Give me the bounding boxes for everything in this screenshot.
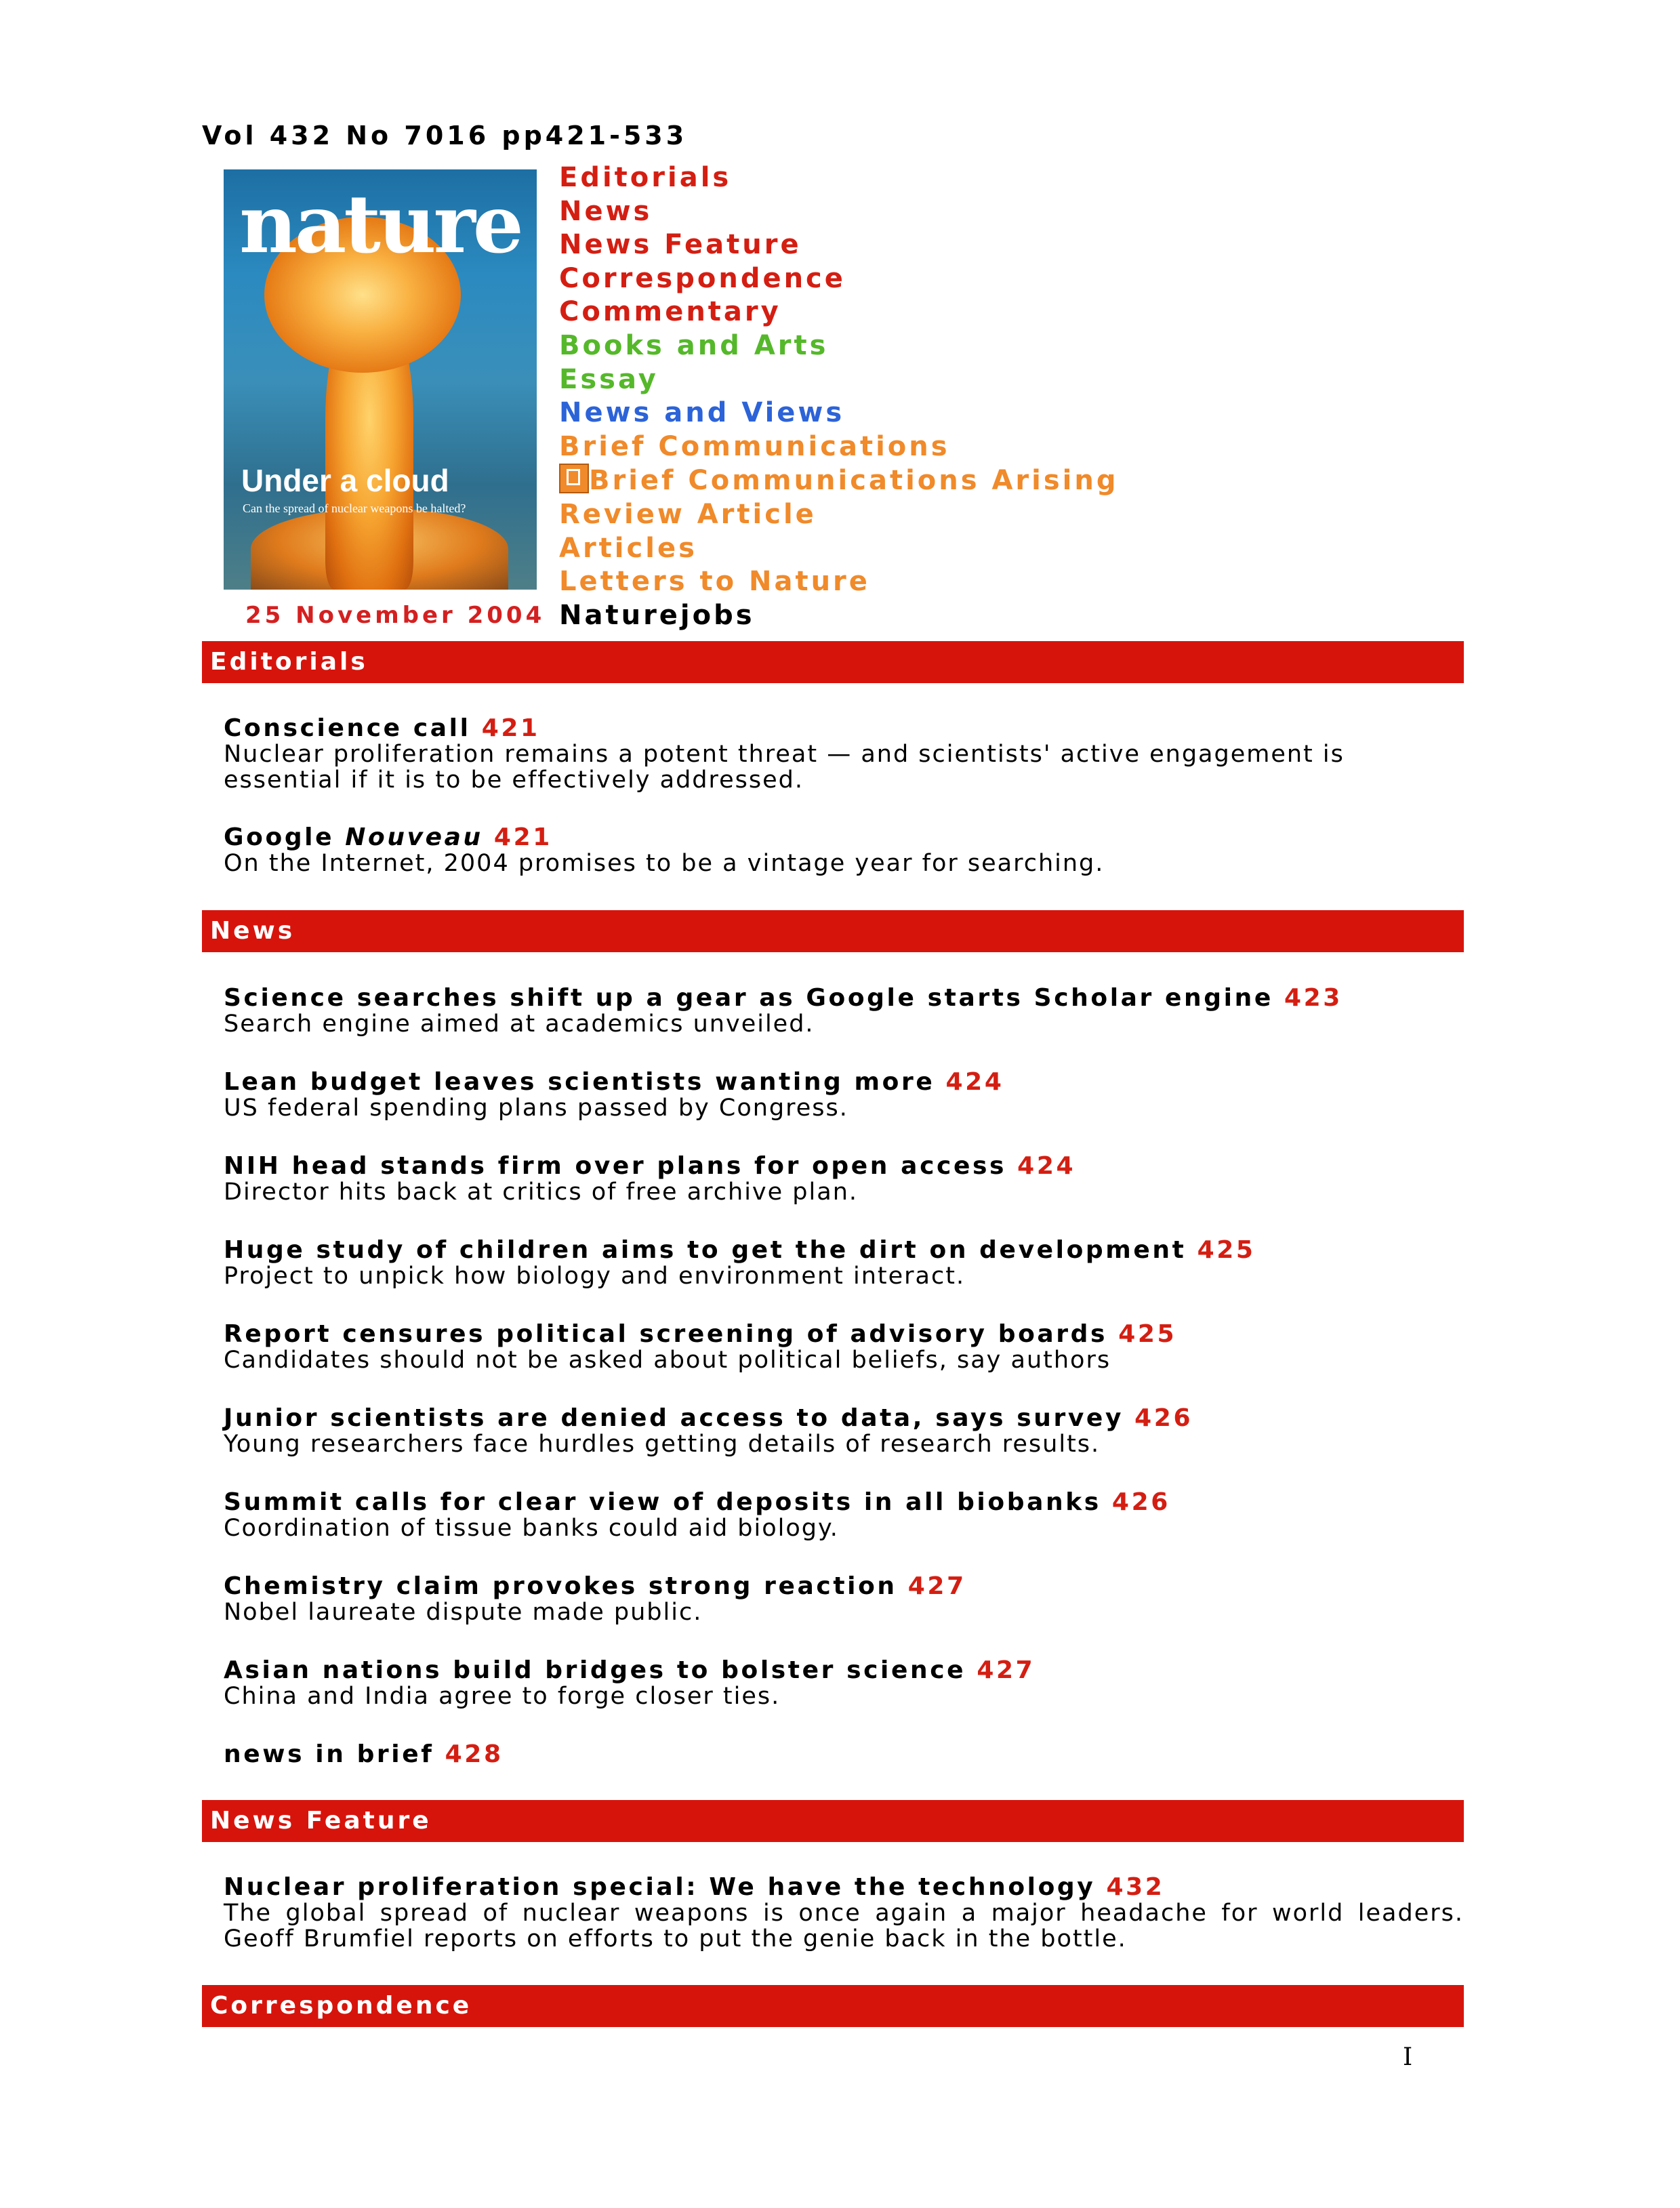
entry-description: Nobel laureate dispute made public. (224, 1599, 703, 1626)
section-header-correspondence: Correspondence (202, 1985, 1464, 2027)
toc-link-naturejobs[interactable]: Naturejobs (559, 599, 755, 631)
entry-description: China and India agree to forge closer ties. (224, 1683, 781, 1710)
list-item (224, 1574, 1464, 1625)
toc-link-review-article[interactable]: Review Article (559, 498, 817, 530)
toc-link-news-and-views[interactable]: News and Views (559, 397, 845, 429)
entry-title-text: Science searches shift up a gear as Google starts Scholar engine (224, 984, 1273, 1012)
entry-page-number: 424 (945, 1068, 1004, 1096)
entry-title[interactable] (224, 1069, 1464, 1095)
entry-title-text: Summit calls for clear view of deposits in all biobanks (224, 1488, 1101, 1516)
page-number: I (1403, 2043, 1413, 2071)
list-item (224, 1238, 1464, 1289)
list-item (224, 1742, 1464, 1767)
cover-subheadline: Can the spread of nuclear weapons be halted? (243, 502, 466, 515)
entry-page-number: 428 (445, 1740, 504, 1768)
entry-title-text: Chemistry claim provokes strong reaction (224, 1572, 897, 1600)
entry-description: US federal spending plans passed by Congress. (224, 1095, 848, 1122)
entry-title[interactable] (224, 1153, 1464, 1179)
toc-link-brief-communications-arising[interactable] (559, 464, 1119, 498)
list-item (224, 716, 1464, 793)
toc-link-editorials[interactable]: Editorials (559, 162, 732, 193)
toc-link-articles[interactable]: Articles (559, 532, 697, 564)
entry-description: Director hits back at critics of free archive plan. (224, 1179, 859, 1206)
entry-page-number: 432 (1106, 1873, 1165, 1901)
entry-page-number: 421 (481, 714, 540, 742)
entry-page-number: 427 (977, 1656, 1036, 1684)
entry-page-number: 426 (1111, 1488, 1170, 1516)
section-header-editorials: Editorials (202, 641, 1464, 683)
entry-title-text: Junior scientists are denied access to data, says survey (224, 1404, 1124, 1432)
entry-page-number: 427 (907, 1572, 966, 1600)
list-item (224, 1658, 1464, 1709)
entry-page-number: 424 (1017, 1152, 1076, 1180)
entry-page-number: 423 (1284, 984, 1343, 1012)
entry-description: Nuclear proliferation remains a potent threat — and scientists' active engagement is essential if it is to be effectively addressed. (224, 741, 1345, 794)
entry-title-text: Huge study of children aims to get the dirt on development (224, 1236, 1187, 1264)
list-item (224, 985, 1464, 1037)
entry-title[interactable] (224, 825, 1464, 851)
entry-title[interactable] (224, 1406, 1464, 1431)
entry-title-text: news in brief (224, 1740, 434, 1768)
cover-image[interactable] (224, 169, 537, 590)
entry-description: Project to unpick how biology and environment interact. (224, 1263, 966, 1290)
entry-description: On the Internet, 2004 promises to be a vintage year for searching. (224, 850, 1105, 877)
volume-line: Vol 432 No 7016 pp421-533 (202, 121, 688, 150)
entry-page-number: 425 (1118, 1320, 1177, 1348)
cover-headline: Under a cloud (241, 463, 449, 498)
list-item (224, 1875, 1464, 1952)
section-nav (559, 161, 1119, 632)
entry-description: Coordination of tissue banks could aid biology. (224, 1515, 839, 1542)
entry-title[interactable] (224, 1875, 1464, 1900)
entry-title-text: Asian nations build bridges to bolster science (224, 1656, 966, 1684)
section-header-news: News (202, 910, 1464, 952)
list-item (224, 1069, 1464, 1121)
cover-masthead: nature (239, 177, 521, 271)
entry-title-text: Nuclear proliferation special: We have the technology (224, 1873, 1096, 1901)
entry-page-number: 426 (1134, 1404, 1193, 1432)
entry-title-text: Conscience call (224, 714, 471, 742)
list-item (224, 1406, 1464, 1457)
entry-title[interactable] (224, 1574, 1464, 1599)
entry-title[interactable] (224, 1322, 1464, 1347)
list-item (224, 825, 1464, 876)
toc-link-books-and-arts[interactable]: Books and Arts (559, 329, 829, 361)
section-header-news-feature: News Feature (202, 1800, 1464, 1842)
entry-description: Candidates should not be asked about political beliefs, say authors (224, 1347, 1111, 1374)
list-item (224, 1322, 1464, 1373)
entry-title-text: Report censures political screening of advisory boards (224, 1320, 1108, 1348)
toc-link-letters-to-nature[interactable]: Letters to Nature (559, 566, 870, 598)
toc-link-correspondence[interactable]: Correspondence (559, 262, 846, 294)
entry-description: Young researchers face hurdles getting details of research results. (224, 1431, 1101, 1458)
entry-description: The global spread of nuclear weapons is once again a major headache for world leaders. Geoff Brumfiel reports on efforts to put the genie back in the bottle. (224, 1900, 1464, 1953)
list-item (224, 1153, 1464, 1205)
entry-title[interactable] (224, 985, 1464, 1011)
entry-page-number: 425 (1197, 1236, 1256, 1264)
entry-title[interactable] (224, 1742, 1464, 1767)
entry-page-number: 421 (493, 823, 552, 851)
entry-title[interactable] (224, 1490, 1464, 1515)
toc-link-news[interactable]: News (559, 195, 653, 227)
toc-link-essay[interactable]: Essay (559, 363, 659, 395)
pdf-icon[interactable] (559, 464, 589, 493)
entry-title-text: NIH head stands firm over plans for open access (224, 1152, 1007, 1180)
issue-date: 25 November 2004 (245, 602, 546, 629)
list-item (224, 1490, 1464, 1541)
entry-title-italic: Nouveau (345, 823, 483, 851)
entry-title-text: Google (224, 823, 335, 851)
entry-title[interactable] (224, 716, 1464, 741)
toc-link-label: Brief Communications Arising (589, 465, 1119, 497)
entry-title[interactable] (224, 1238, 1464, 1263)
entry-title[interactable] (224, 1658, 1464, 1683)
toc-link-commentary[interactable]: Commentary (559, 296, 781, 328)
entry-title-text: Lean budget leaves scientists wanting more (224, 1068, 935, 1096)
toc-link-brief-communications[interactable]: Brief Communications (559, 430, 950, 462)
entry-description: Search engine aimed at academics unveiled. (224, 1010, 815, 1038)
toc-link-news-feature[interactable]: News Feature (559, 229, 802, 261)
